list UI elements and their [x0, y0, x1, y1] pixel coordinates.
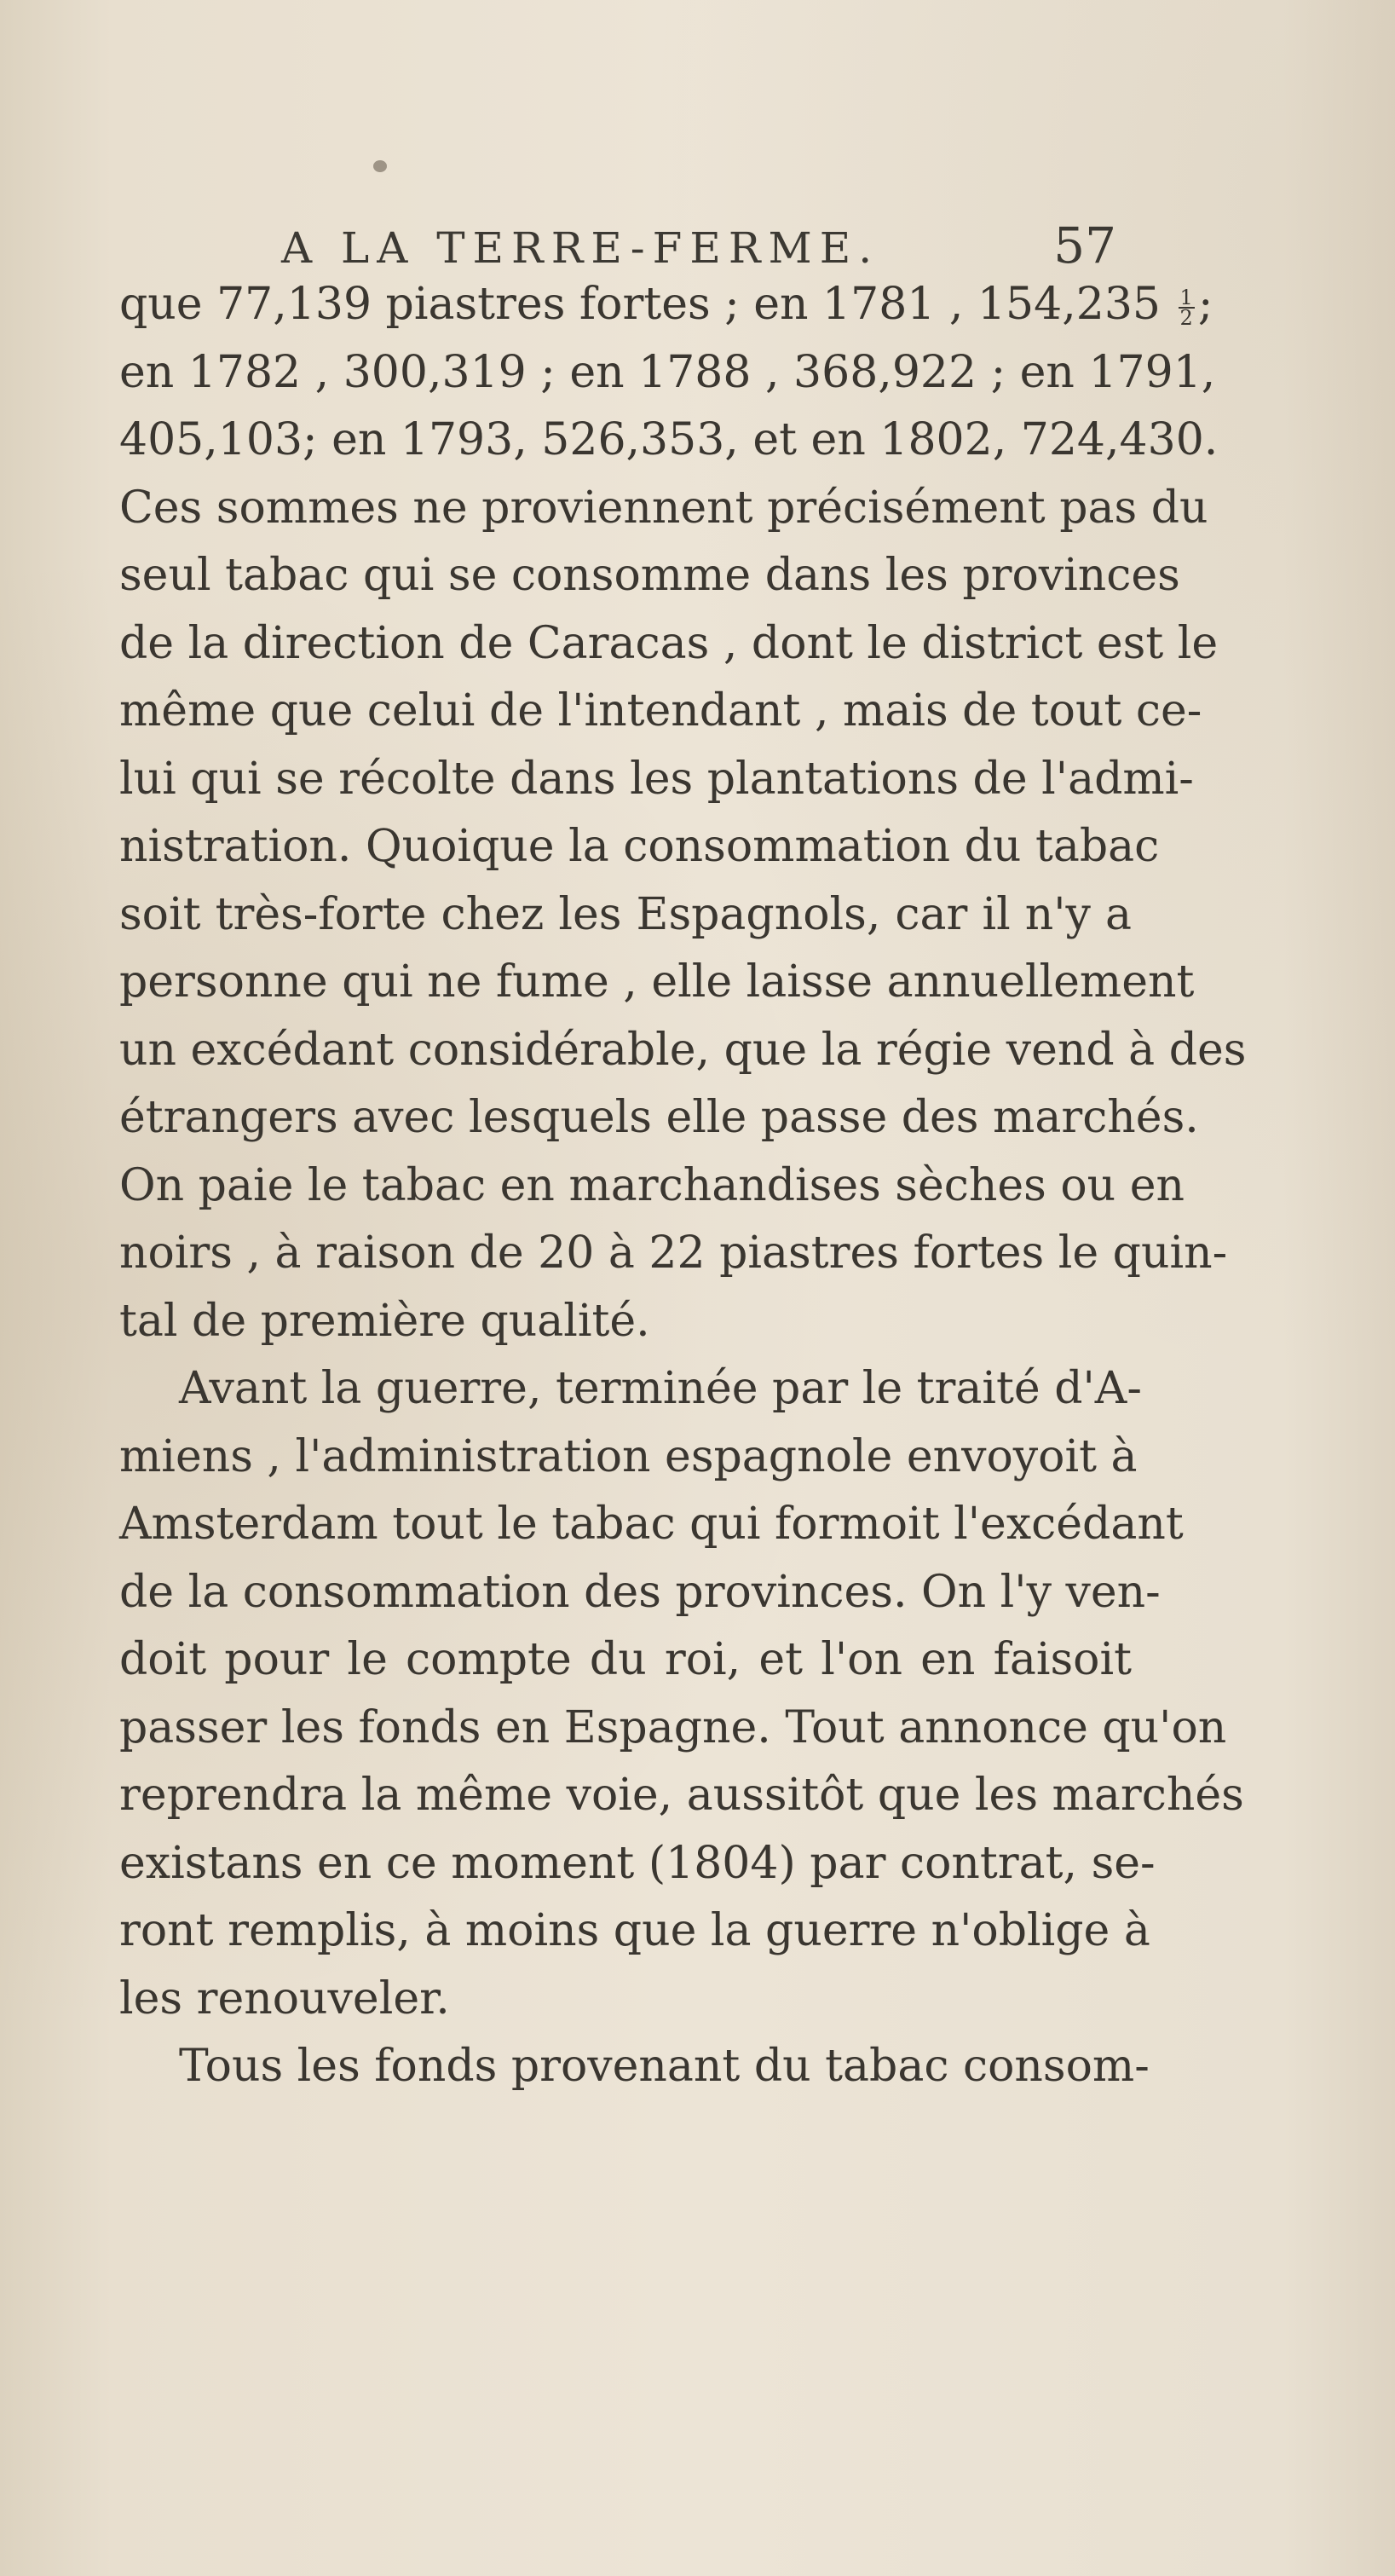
- text-line: lui qui se récolte dans les plantations de l'admi-: [119, 753, 1194, 805]
- text-fragment: ;: [1197, 279, 1213, 330]
- page-number: 57: [1053, 217, 1116, 274]
- text-line: Tous les fonds provenant du tabac consom-: [179, 2041, 1150, 2092]
- text-line: Ces sommes ne proviennent précisément pas du: [119, 482, 1208, 534]
- text-line: existans en ce moment (1804) par contrat, se-: [119, 1837, 1156, 1889]
- text-line: étrangers avec lesquels elle passe des marchés.: [119, 1092, 1199, 1143]
- text-line: les renouveler.: [119, 1972, 450, 2024]
- body-text: [119, 271, 1247, 2101]
- ink-spot: [373, 160, 387, 172]
- text-line: nistration. Quoique la consommation du tabac: [119, 821, 1160, 872]
- fraction: [1179, 285, 1195, 330]
- text-line: reprendra la même voie, aussitôt que les marchés: [119, 1770, 1244, 1821]
- text-line: On paie le tabac en marchandises sèches ou en: [119, 1159, 1185, 1211]
- fraction-numerator: 1: [1179, 285, 1193, 309]
- text-line: même que celui de l'intendant , mais de tout ce-: [119, 685, 1202, 736]
- text-line: soit très-forte chez les Espagnols, car il n'y a: [119, 888, 1132, 940]
- text-line: 405,103; en 1793, 526,353, et en 1802, 724,430.: [119, 414, 1219, 465]
- text-line: de la consommation des provinces. On l'y ven-: [119, 1566, 1161, 1618]
- text-line: de la direction de Caracas , dont le district est le: [119, 617, 1219, 669]
- text-line: miens , l'administration espagnole envoyoit à: [119, 1430, 1138, 1482]
- text-line: ront remplis, à moins que la guerre n'oblige à: [119, 1905, 1150, 1956]
- text-line: [119, 271, 1213, 339]
- text-line: en 1782 , 300,319 ; en 1788 , 368,922 ; en 1791,: [119, 346, 1216, 398]
- text-line: tal de première qualité.: [119, 1295, 650, 1347]
- text-line: Amsterdam tout le tabac qui formoit l'excédant: [119, 1499, 1184, 1550]
- text-line: personne qui ne fume , elle laisse annuellement: [119, 956, 1195, 1008]
- text-line: un excédant considérable, que la régie vend à des: [119, 1024, 1247, 1076]
- text-line: noirs , à raison de 20 à 22 piastres fortes le quin-: [119, 1227, 1228, 1279]
- fraction-denominator: 2: [1179, 305, 1193, 330]
- text-line: Avant la guerre, terminée par le traité d'A-: [179, 1363, 1142, 1414]
- text-line: doit pour le compte du roi, et l'on en faisoit: [119, 1634, 1132, 1685]
- running-head: A LA TERRE-FERME.: [281, 223, 880, 273]
- text-line: passer les fonds en Espagne. Tout annonce qu'on: [119, 1701, 1227, 1753]
- text-line: seul tabac qui se consomme dans les provinces: [119, 550, 1180, 601]
- text-fragment: que 77,139 piastres fortes ; en 1781 , 154,235: [119, 279, 1175, 330]
